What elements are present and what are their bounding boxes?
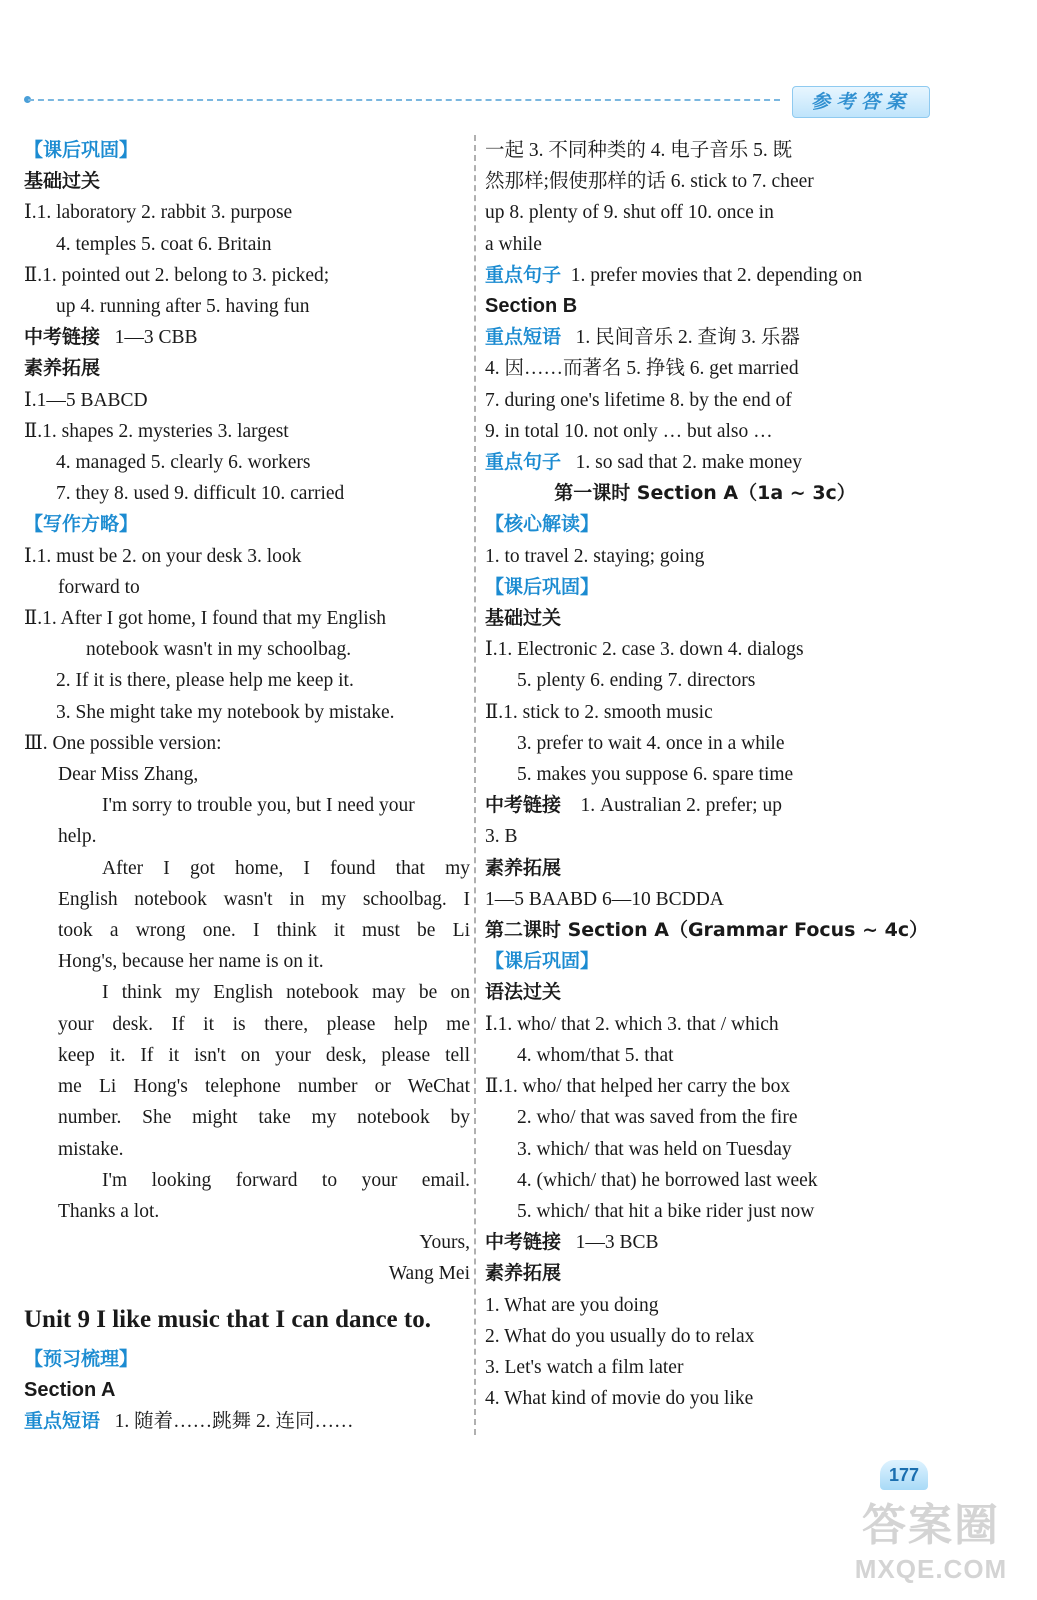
section-tag: 【预习梳理】 [24,1347,139,1370]
label-exam-link: 中考链接 [485,794,562,817]
subheading: 素养拓展 [24,357,101,380]
answer-line: up 4. running after 5. having fun [56,296,310,318]
answer-line: 4. (which/ that) he borrowed last week [517,1169,818,1191]
answer-line: Ⅱ.1. stick to 2. smooth music [485,701,713,723]
subheading: 素养拓展 [485,1262,562,1285]
answer-line: 1. to travel 2. staying; going [485,545,705,567]
answer-line: 2. who/ that was saved from the fire [517,1107,798,1129]
label-exam-link: 中考链接 [24,326,101,349]
letter-line: help. [58,826,97,848]
answer-line: Ⅰ.1. Electronic 2. case 3. down 4. dialogs [485,639,804,661]
answer-line: 一起 3. 不同种类的 4. 电子音乐 5. 既 [485,140,793,161]
answer-line: Ⅰ.1. laboratory 2. rabbit 3. purpose [24,202,293,224]
letter-line: number. She might take my notebook by [58,1107,470,1129]
answer-line: 4. whom/that 5. that [517,1044,674,1066]
answer-line [24,1406,470,1437]
letter-line: Dear Miss Zhang, [58,764,199,786]
answer-line: Ⅱ.1. shapes 2. mysteries 3. largest [24,420,289,442]
answer-line: Ⅱ.1. After I got home, I found that my English [24,608,387,630]
letter-line: I think my English notebook may be on [102,982,470,1004]
section-tag: 【课后巩固】 [24,139,139,161]
answer-text: 1. prefer movies that 2. depending on [570,264,863,286]
answer-line: 5. which/ that hit a bike rider just now [517,1200,815,1222]
letter-line: After I got home, I found that my [102,857,470,879]
subheading: 基础过关 [24,170,101,193]
label-key-phrases: 重点短语 [485,326,562,349]
answer-line: a while [485,233,542,255]
answer-line: 7. during one's lifetime 8. by the end of [485,389,792,411]
letter-line: your desk. If it is there, please help me [58,1013,470,1035]
answer-text: 1. so sad that 2. make money [575,452,803,474]
answer-line [485,447,925,478]
lesson-heading: 第一课时 Section A（1a ~ 3c） [554,482,856,505]
subheading: 基础过关 [485,607,562,630]
letter-closing: Yours, [419,1232,470,1254]
letter-line: took a wrong one. I think it must be Li [58,920,470,942]
answer-line [485,1227,925,1258]
answer-line: 1. What are you doing [485,1294,659,1316]
label-key-sentences: 重点句子 [485,451,562,474]
letter-line: Hong's, because her name is on it. [58,951,324,973]
answer-line: Ⅲ. One possible version: [24,732,222,754]
answer-line: notebook wasn't in my schoolbag. [86,639,352,661]
watermark [843,1500,1019,1592]
letter-line: me Li Hong's telephone number or WeChat [58,1076,470,1098]
answer-line: up 8. plenty of 9. shut off 10. once in [485,202,774,224]
section-heading: Section A [24,1378,116,1401]
unit-title: Unit 9 I like music that I can dance to. [24,1305,431,1333]
letter-signature: Wang Mei [388,1263,470,1285]
answer-key-badge: 参考答案 [792,86,930,118]
page-number: 177 [880,1460,928,1490]
right-column [485,135,929,1414]
answer-line: Ⅱ.1. who/ that helped her carry the box [485,1076,791,1098]
answer-line [24,322,470,353]
answer-line [485,790,925,821]
answer-line: forward to [58,576,140,598]
subheading: 语法过关 [485,981,562,1004]
answer-line: Ⅰ.1. must be 2. on your desk 3. look [24,545,302,567]
answer-line: 5. plenty 6. ending 7. directors [517,670,756,692]
answer-text: 1. Australian 2. prefer; up [580,795,782,817]
label-key-sentences: 重点句子 [485,263,562,286]
section-tag: 【写作方略】 [24,513,139,536]
answer-line [485,260,925,291]
answer-line: 2. If it is there, please help me keep it. [56,670,354,692]
answer-line: 4. managed 5. clearly 6. workers [56,452,311,474]
column-divider [474,135,476,1435]
section-heading: Section B [485,295,578,318]
answer-text: 1. 民间音乐 2. 查询 3. 乐器 [575,327,800,349]
section-tag: 【核心解读】 [485,513,600,536]
answer-line: 7. they 8. used 9. difficult 10. carried [56,483,345,505]
answer-line: 3. B [485,826,518,848]
left-column [24,135,470,1437]
letter-line: I'm sorry to trouble you, but I need your [102,795,415,817]
answer-text: 1—3 CBB [114,327,198,349]
answer-line: 3. Let's watch a film later [485,1356,684,1378]
answer-line: 3. which/ that was held on Tuesday [517,1138,792,1160]
section-tag: 【课后巩固】 [485,575,600,598]
answer-line: 5. makes you suppose 6. spare time [517,764,794,786]
answer-line: 4. temples 5. coat 6. Britain [56,233,272,255]
answer-line: 2. What do you usually do to relax [485,1325,755,1347]
answer-line: 然那样;假使那样的话 6. stick to 7. cheer [485,171,814,193]
header-dashed-rule [28,99,780,101]
watermark-url: MXQE.COM [854,1554,1008,1584]
section-tag: 【课后巩固】 [485,950,600,973]
answer-line: 1—5 BAABD 6—10 BCDDA [485,888,724,910]
answer-text: 1—3 BCB [575,1232,659,1254]
answer-line: 4. 因……而著名 5. 挣钱 6. get married [485,358,799,380]
letter-line: English notebook wasn't in my schoolbag. I [58,888,470,910]
answer-line: 4. What kind of movie do you like [485,1388,754,1410]
letter-line: Thanks a lot. [58,1200,160,1222]
answer-text: 1. 随着……跳舞 2. 连同…… [114,1410,354,1432]
watermark-logo-text: 答案圈 [862,1500,1000,1551]
letter-line: I'm looking forward to your email. [102,1169,470,1191]
answer-line: Ⅱ.1. pointed out 2. belong to 3. picked; [24,264,330,286]
lesson-heading: 第二课时 Section A（Grammar Focus ~ 4c） [485,919,929,942]
letter-line: keep it. If it isn't on your desk, please tell [58,1044,470,1066]
answer-line [485,322,925,353]
letter-line: mistake. [58,1138,124,1160]
label-key-phrases: 重点短语 [24,1409,101,1432]
answer-line: Ⅰ.1—5 BABCD [24,389,148,411]
subheading: 素养拓展 [485,856,562,879]
answer-line: 3. prefer to wait 4. once in a while [517,732,785,754]
answer-line: Ⅰ.1. who/ that 2. which 3. that / which [485,1013,779,1035]
answer-line: 9. in total 10. not only … but also … [485,420,773,442]
answer-line: 3. She might take my notebook by mistake. [56,701,395,723]
label-exam-link: 中考链接 [485,1231,562,1254]
